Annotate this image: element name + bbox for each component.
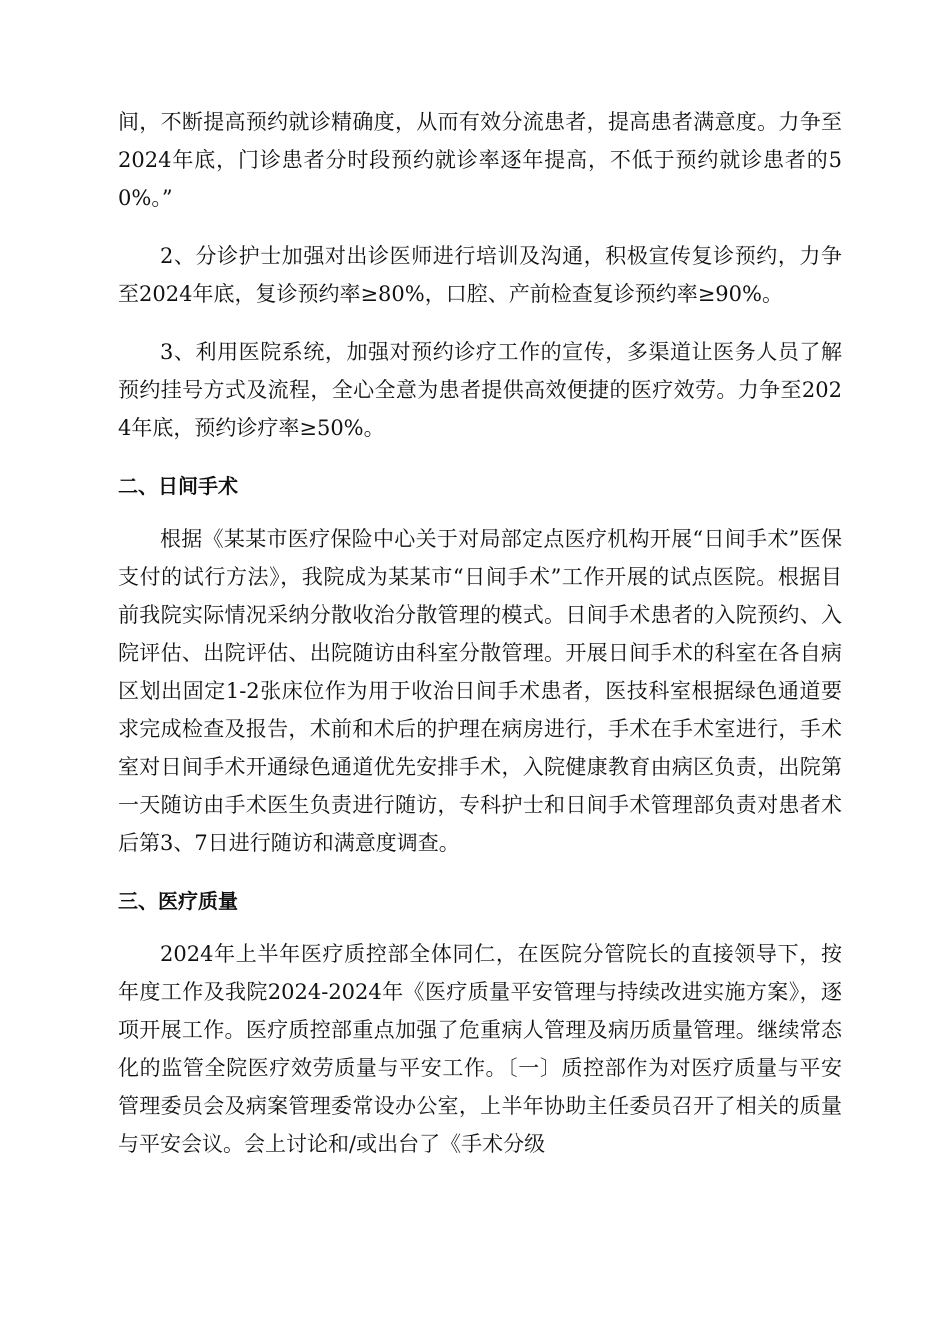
paragraph-followup-appointment: 2、分诊护士加强对出诊医师进行培训及沟通，积极宣传复诊预约，力争至2024年底，复诊预约率≥80%，口腔、产前检查复诊预约率≥90%。 [118,244,842,306]
section-heading-medical-quality: 三、医疗质量 [118,889,238,913]
paragraph-appointment-continued: 间，不断提高预约就诊精确度，从而有效分流患者，提高患者满意度。力争至2024年底，门诊患者分时段预约就诊率逐年提高，不低于预约就诊患者的50%。” [118,110,842,210]
paragraph-day-surgery: 根据《某某市医疗保险中心关于对局部定点医疗机构开展“日间手术”医保支付的试行方法》，我院成为某某市“日间手术”工作开展的试点医院。根据目前我院实际情况采纳分散收治分散管理的模式。日间手术患者的入院预约、入院评估、出院评估、出院随访由科室分散管理。开展日间手术的科室在各自病区划出固定1-2张床位作为用于收治日间手术患者，医技科室根据绿色通道要求完成检查及报告，术前和术后的护理在病房进行，手术在手术室进行，手术室对日间手术开通绿色通道优先安排手术，入院健康教育由病区负责，出院第一天随访由手术医生负责进行随访，专科护士和日间手术管理部负责对患者术后第3、7日进行随访和满意度调查。 [118,527,842,855]
section-heading-day-surgery: 二、日间手术 [118,474,238,498]
paragraph-appointment-promotion: 3、利用医院系统，加强对预约诊疗工作的宣传，多渠道让医务人员了解预约挂号方式及流程，全心全意为患者提供高效便捷的医疗效劳。力争至2024年底，预约诊疗率≥50%。 [118,340,842,440]
paragraph-medical-quality: 2024年上半年医疗质控部全体同仁，在医院分管院长的直接领导下，按年度工作及我院2024-2024年《医疗质量平安管理与持续改进实施方案》，逐项开展工作。医疗质控部重点加强了危重病人管理及病历质量管理。继续常态化的监管全院医疗效劳质量与平安工作。〔一〕质控部作为对医疗质量与平安管理委员会及病案管理委常设办公室，上半年协助主任委员召开了相关的质量与平安会议。会上讨论和/或出台了《手术分级 [118,942,842,1156]
